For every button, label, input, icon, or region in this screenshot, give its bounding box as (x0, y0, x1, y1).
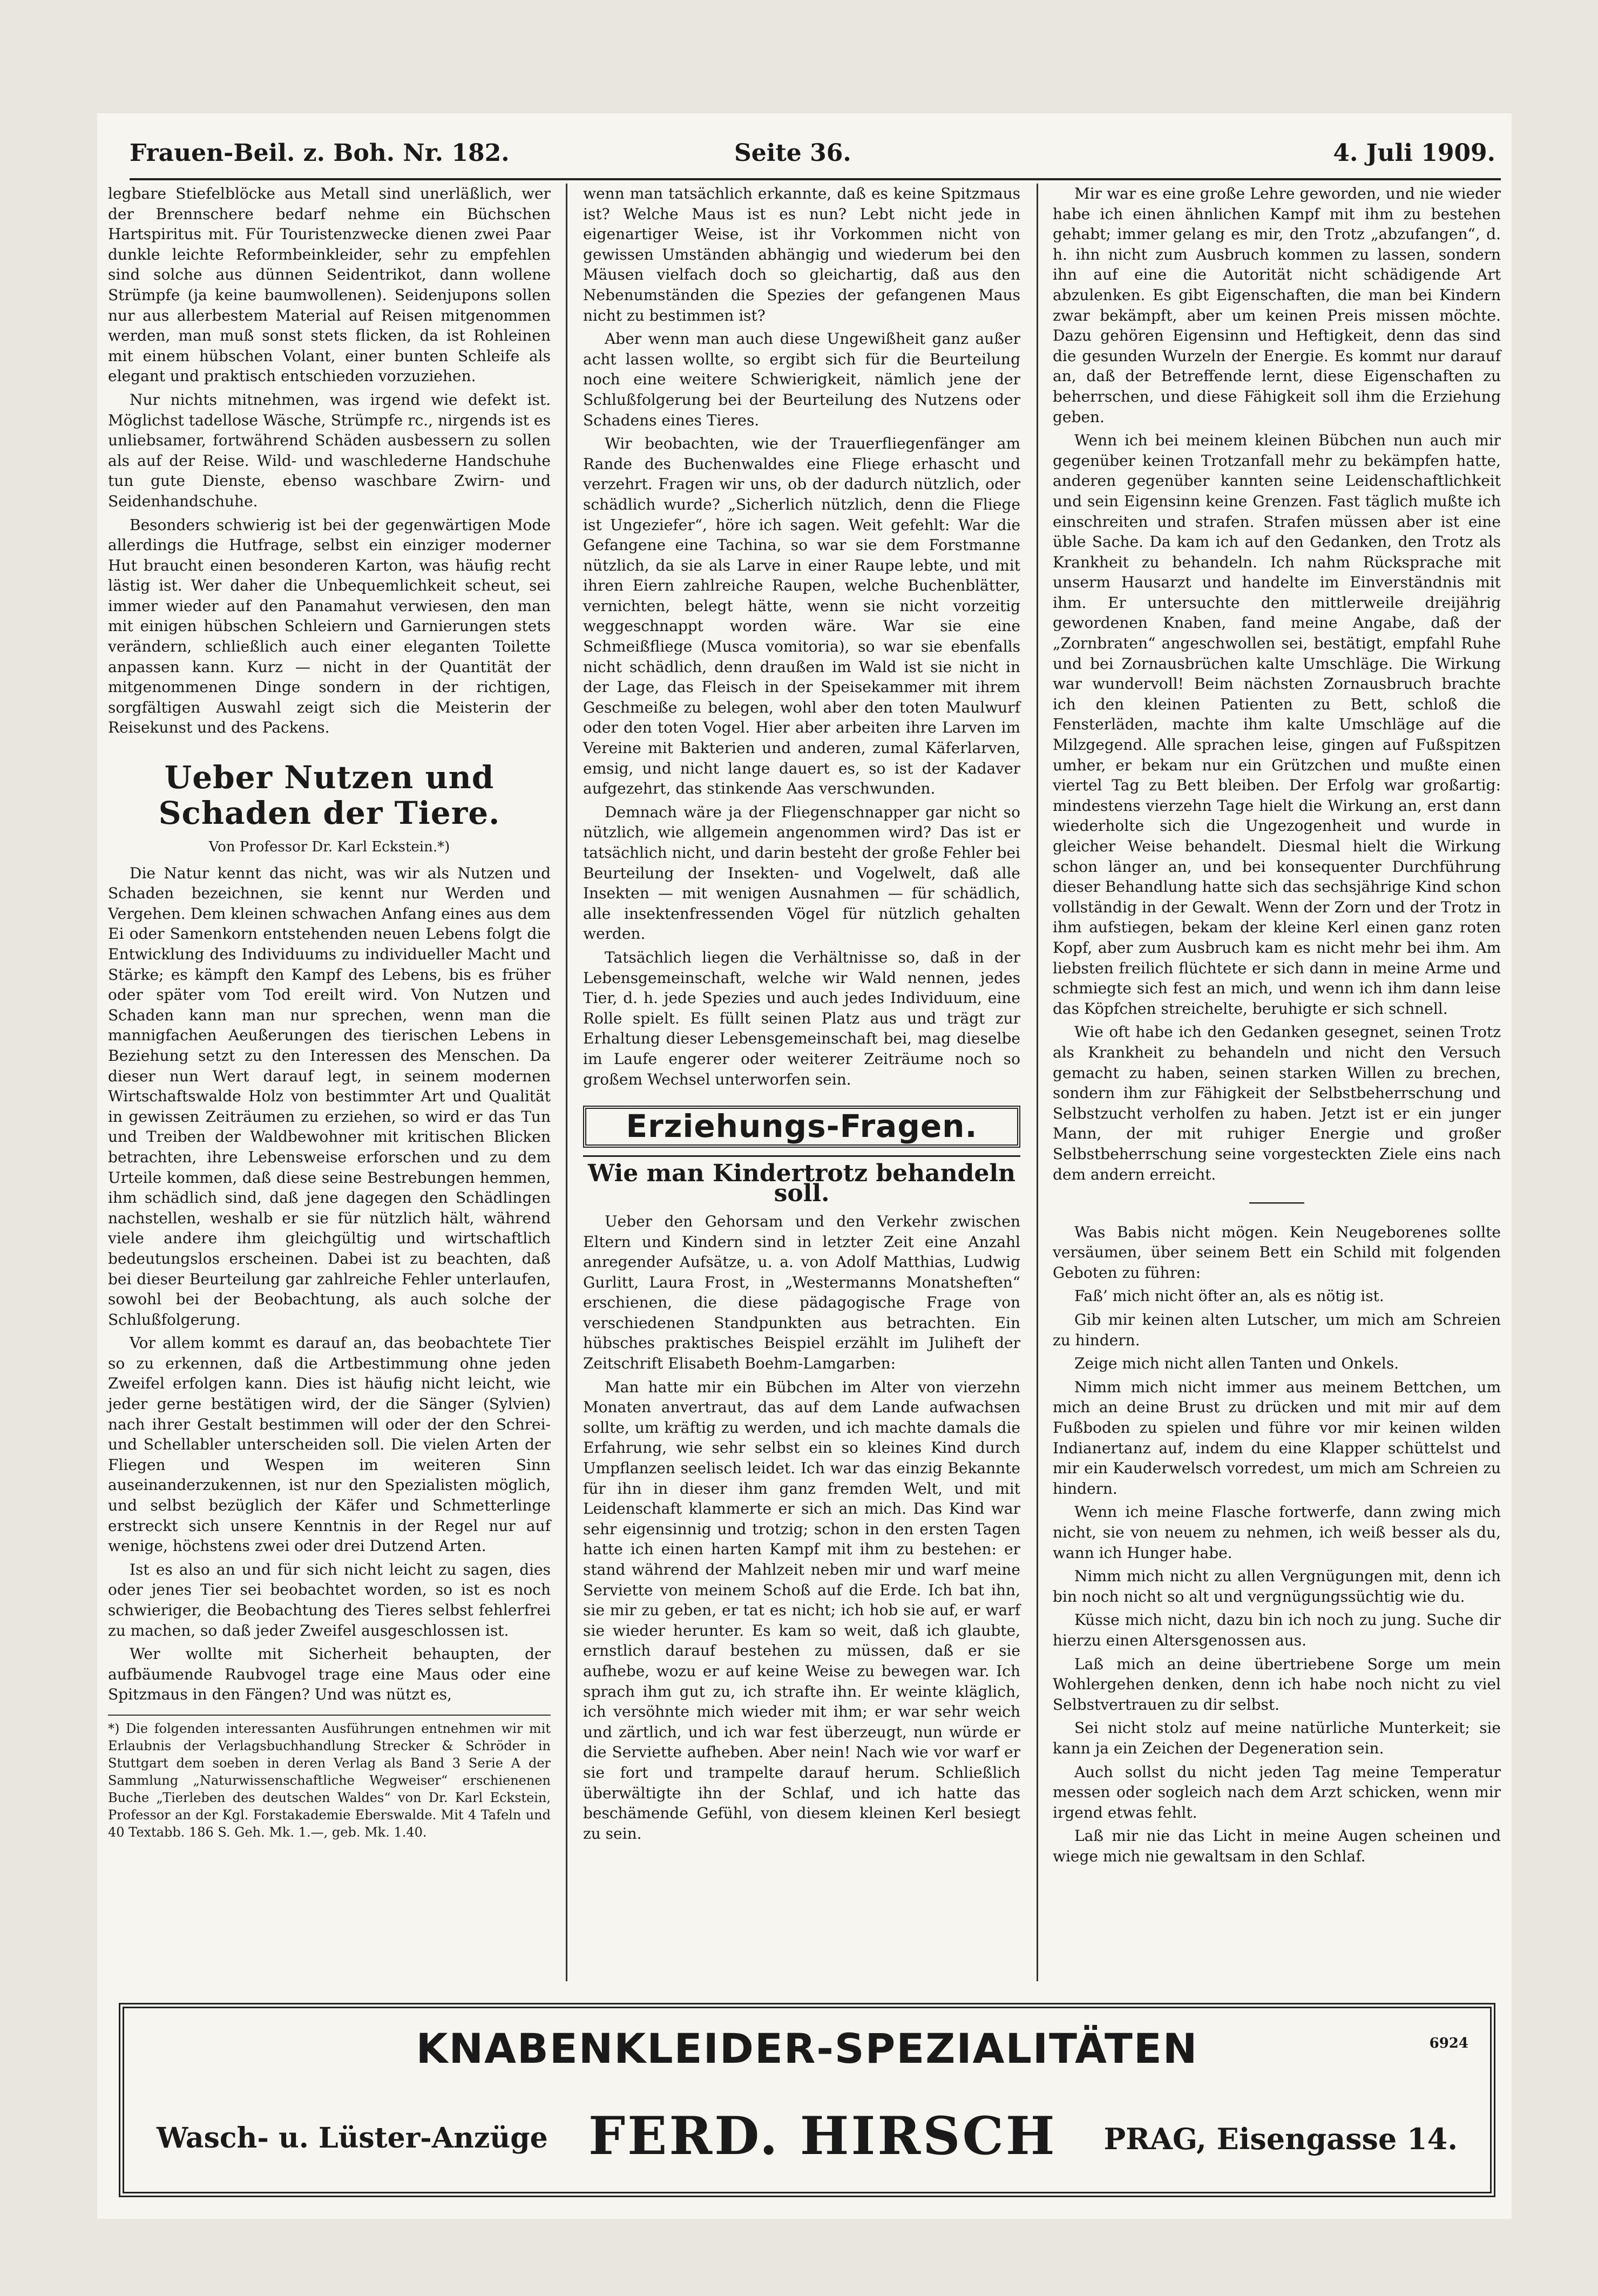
ad-company-name: FERD. HIRSCH (588, 2105, 1057, 2166)
paragraph: Küsse mich nicht, dazu bin ich noch zu jung. Suche dir hierzu einen Altersgenossen aus. (1053, 1611, 1501, 1649)
column-1 (108, 184, 551, 1844)
paragraph: Gib mir keinen alten Lutscher, um mich am Schreien zu hindern. (1053, 1311, 1501, 1349)
paragraph: Was Babis nicht mögen. Kein Neugeborenes sollte versäumen, über seinem Bett ein Schild mit folgenden Geboten zu führen: (1053, 1223, 1501, 1282)
header-page-number: Seite 36. (734, 139, 851, 167)
paragraph: Laß mich an deine übertriebene Sorge um mein Wohlergehen denken, denn ich habe noch nicht zu viel Selbstvertrauen zu dir selbst. (1053, 1655, 1501, 1713)
article-subtitle: Wie man Kindertrotz behandeln soll. (583, 1155, 1020, 1204)
paragraph: Wie oft habe ich den Gedanken gesegnet, seinen Trotz als Krankheit zu behandeln und nicht den Versuch gemacht zu haben, seinen starken Willen zu brechen, sondern ihm zur Fähigkeit der Selbstbeherrschung und Selbstzucht verholfen zu haben. Jetzt ist er ein junger Mann, der mit ruhiger Energie und großer Selbstbeherrschung seine vorgesteckten Ziele eins nach dem andern erreicht. (1053, 1023, 1501, 1183)
column-3 (1053, 184, 1501, 1870)
paragraph: Man hatte mir ein Bübchen im Alter von vierzehn Monaten anvertraut, das auf dem Lande aufwachsen sollte, um kräftig zu werden, und ich machte damals die Erfahrung, wie sehr selbst ein so kleines Kind durch Umpflanzen seelisch leidet. Ich war das einzig Bekannte für ihn in dieser ihm ganz fremden Welt, und mit Leidenschaft klammerte er sich an mich. Das Kind war sehr eigensinnig und trotzig; schon in den ersten Tagen hatte ich einen harten Kampf mit ihm zu bestehen: er stand während der Mahlzeit neben mir und warf meine Serviette von meinem Schoß auf die Erde. Ich bat ihn, sie mir zu geben, er tat es nicht; ich hob sie auf, er warf sie wieder herunter. Es kam so weit, daß ich glaubte, ernstlich darauf bestehen zu müssen, daß er sie aufhebe, wozu er auf keine Weise zu bewegen war. Ich sprach ihm gut zu, ich strafte ihn. Er weinte kläglich, ich versöhnte mich wieder mit ihm; er war sehr weich und zärtlich, und ich war fest überzeugt, nun würde er die Serviette aufheben. Aber nein! Nach wie vor warf er sie fort und trampelte darauf herum. Schließlich überwältigte ihn der Schlaf, und ich hatte das beschämende Gefühl, von diesem kleinen Kerl besiegt zu sein. (583, 1378, 1020, 1843)
article-title: Ueber Nutzen und Schaden der Tiere. (158, 759, 500, 832)
section-divider: ────── (1249, 1194, 1304, 1213)
paragraph: Vor allem kommt es darauf an, das beobachtete Tier so zu erkennen, daß die Artbestimmung ohne jeden Zweifel erfolgen kann. Dies ist häufig nicht leicht, wie jeder gerne bestätigen wird, der die Sänger (Sylvien) nach ihrer Gestalt bestimmen will oder der den Schrei- und Schellabler unterscheiden soll. Die vielen Arten der Fliegen und Wespen im weiteren Sinn auseinanderzukennen, ist nur den Spezialisten möglich, und selbst bezüglich der Käfer und Schmetterlinge erstreckt sich unsere Kenntnis in der Regel nur auf wenige, höchstens zwei oder drei Dutzend Arten. (108, 1334, 551, 1555)
paragraph: Ueber den Gehorsam und den Verkehr zwischen Eltern und Kindern sind in letzter Zeit eine Anzahl anregender Aufsätze, u. a. von Adolf Matthias, Ludwig Gurlitt, Laura Frost, in „Westermanns Monatsheften“ erschienen, die diese pädagogische Frage von verschiedenen Standpunkten aus betrachten. Ein hübsches praktisches Beispiel erzählt im Juliheft der Zeitschrift Elisabeth Boehm-Lamgarben: (583, 1212, 1020, 1373)
paragraph: Tatsächlich liegen die Verhältnisse so, daß in der Lebensgemeinschaft, welche wir Wald nennen, jedes Tier, d. h. jede Spezies und auch jedes Individuum, eine Rolle spielt. Es füllt seinen Platz aus und trägt zur Erhaltung dieser Lebensgemeinschaft bei, mag dieselbe im Laufe engerer oder weiterer Zeiträume noch so großem Wechsel unterworfen sein. (583, 948, 1020, 1088)
paragraph: Wenn ich meine Flasche fortwerfe, dann zwing mich nicht, sie von neuem zu nehmen, ich weiß besser als du, wann ich Hunger habe. (1053, 1503, 1501, 1562)
paragraph: Nimm mich nicht immer aus meinem Bettchen, um mich an deine Brust zu drücken und mit mir auf dem Fußboden zu spielen und führe vor mir keinen wilden Indianertanz auf, indem du eine Klapper schüttelst und mir ein Kauderwelsch vorredest, um mich am Schreien zu hindern. (1053, 1378, 1501, 1498)
newspaper-page (97, 113, 1512, 2219)
ad-left-text: Wasch- u. Lüster-Anzüge (157, 2122, 548, 2155)
paragraph: Nimm mich nicht zu allen Vergnügungen mit, denn ich bin noch nicht so alt und vergnügungssüchtig wie du. (1053, 1567, 1501, 1606)
paragraph: Laß mir nie das Licht in meine Augen scheinen und wiege mich nie gewaltsam in den Schlaf. (1053, 1827, 1501, 1865)
paragraph: Auch sollst du nicht jeden Tag meine Temperatur messen oder sogleich nach dem Arzt schicken, wenn mir irgend etwas fehlt. (1053, 1763, 1501, 1821)
header-date: 4. Juli 1909. (1333, 139, 1495, 167)
paragraph: Faß’ mich nicht öfter an, als es nötig ist. (1074, 1287, 1384, 1305)
paragraph: Nur nichts mitnehmen, was irgend wie defekt ist. Möglichst tadellose Wäsche, Strümpfe rc., nirgends ist es unliebsamer, fortwährend Schäden ausbessern zu sollen als auf der Reise. Wild- und waschlederne Handschuhe tun gute Dienste, ebenso waschbare Zwirn- und Seidenhandschuhe. (108, 390, 551, 510)
column-rule-2 (1037, 184, 1038, 1981)
footnote-text: *) Die folgenden interessanten Ausführungen entnehmen wir mit Erlaubnis der Verlagsbuchhandlung Strecker & Schröder in Stuttgart dem soeben in deren Verlag als Band 3 Serie A der Sammlung „Naturwissenschaftliche Wegweiser“ erschienenen Buche „Tierleben des deutschen Waldes“ von Dr. Karl Eckstein, Professor an der Kgl. Forstakademie Eberswalde. Mit 4 Tafeln und 40 Textabb. 186 S. Geh. Mk. 1.—, geb. Mk. 1.40. (108, 1721, 551, 1840)
advertisement (119, 2003, 1495, 2197)
paragraph: Mir war es eine große Lehre geworden, und nie wieder habe ich einen ähnlichen Kampf mit ihm zu bestehen gehabt; immer gelang es mir, den Trotz „abzufangen“, d. h. ihn nicht zum Ausbruch kommen zu lassen, sondern ihn auf eine die Autorität nicht schädigende Art abzulenken. Es gibt Eigenschaften, die man bei Kindern zwar bekämpft, aber um keinen Preis missen möchte. Dazu gehören Eigensinn und Heftigkeit, denn das sind die gesunden Wurzeln der Energie. Es kommt nur darauf an, daß der Betreffende lernt, diese Eigenschaften zu beherrschen, und diese Fähigkeit soll ihm die Erziehung geben. (1053, 185, 1501, 426)
page-header (130, 130, 1501, 180)
paragraph: Ist es also an und für sich nicht leicht zu sagen, dies oder jenes Tier sei beobachtet worden, so ist es noch schwieriger, die Beobachtung des Tieres selbst fehlerfrei zu machen, so daß jeder Zweifel ausgeschlossen ist. (108, 1560, 551, 1640)
header-publication: Frauen-Beil. z. Boh. Nr. 182. (130, 139, 510, 167)
paragraph: Besonders schwierig ist bei der gegenwärtigen Mode allerdings die Hutfrage, selbst ein einziger moderner Hut braucht einen besonderen Karton, was häufig recht lästig ist. Wer daher die Unbequemlichkeit scheut, sei immer wieder auf den Panamahut verwiesen, den man mit einigen hübschen Schleiern und Garnierungen stets verändern, schließlich auch einer eleganten Toilette anpassen kann. Kurz — nicht in der Quantität der mitgenommenen Dinge sondern in der richtigen, sorgfältigen Auswahl zeigt sich die Meisterin der Reisekunst und des Packens. (108, 516, 551, 737)
paragraph: Aber wenn man auch diese Ungewißheit ganz außer acht lassen wollte, so ergibt sich für die Beurteilung noch eine weitere Schwierigkeit, nämlich jene der Schlußfolgerung bei der Beurteilung des Nutzens oder Schadens eines Tieres. (583, 330, 1020, 429)
paragraph: Wenn ich bei meinem kleinen Bübchen nun auch mir gegenüber keinen Trotzanfall mehr zu bekämpfen hatte, anderen gegenüber kannten seine Leidenschaftlichkeit und sein Eigensinn keine Grenzen. Fast täglich mußte ich einschreiten und strafen. Strafen müssen aber ist eine üble Sache. Da kam ich auf den Gedanken, den Trotz als Krankheit zu behandeln. Ich nahm Rücksprache mit unserm Hausarzt und handelte im Einverständnis mit ihm. Er untersuchte den mittlerweile dreijährig gewordenen Knaben, fand meine Angabe, daß der „Zornbraten“ angeschwollen sei, bestätigt, empfahl Ruhe und bei Zornausbrüchen kalte Umschläge. Die Wirkung war wundervoll! Beim nächsten Zornausbruch brachte ich den kleinen Patienten zu Bett, schloß die Fensterläden, machte ihm kalte Umschläge auf die Milzgegend. Alle sprachen leise, gingen auf Fußspitzen umher, er bekam nur ein Grützchen und mußte einen viertel Tag zu Bett bleiben. Der Erfolg war großartig: mindestens vierzehn Tage hielt die Wirkung an, erst dann wiederholte sich die Ungezogenheit und wurde in gleicher Weise behandelt. Diesmal hielt die Wirkung schon länger an, und bei konsequenter Durchführung dieser Behandlung hatte sich das sechsjährige Kind schon vollständig in der Gewalt. Wenn der Zorn und der Trotz in ihm aufstiegen, bekam der kleine Kerl einen ganz roten Kopf, aber zum Ausbruch kam es nicht mehr bei ihm. Am liebsten freilich flüchtete er sich dann in meine Arme und schmiegte sich fest an mich, und wenn ich ihm dann leise das Köpfchen streichelte, beruhigte er sich schnell. (1053, 431, 1501, 1018)
article-byline: Von Professor Dr. Karl Eckstein.*) (208, 839, 450, 856)
paragraph: Demnach wäre ja der Fliegenschnapper gar nicht so nützlich, wie allgemein angenommen wird? Das ist er tatsächlich nicht, und darin besteht der große Fehler bei Beurteilung der Insekten- und Vogelwelt, daß alle Insekten — mit wenigen Ausnahmen — für schädlich, alle insektenfressenden Vögel für nützlich gehalten werden. (583, 803, 1020, 943)
column-2 (583, 184, 1020, 1847)
paragraph: Die Natur kennt das nicht, was wir als Nutzen und Schaden bezeichnen, sie kennt nur Werden und Vergehen. Dem kleinen schwachen Anfang eines aus dem Ei oder Samenkorn entstehenden neuen Lebens folgt die Entwicklung des Individuums zu individueller Macht und Stärke; es kämpft den Kampf des Lebens, bis es früher oder später vom Tod ereilt wird. Von Nutzen und Schaden kann man nur sprechen, wenn man die mannigfachen Aeußerungen des tierischen Lebens in Beziehung setzt zu den Interessen des Menschen. Da dieser nun Wert darauf legt, in seinem modernen Wirtschaftswalde Holz von bestimmter Art und Qualität in gewissen Zeiträumen zu erziehen, so wird er das Tun und Treiben der Waldbewohner mit kritischen Blicken betrachten, ihre Lebensweise erforschen und zu dem Urteile kommen, daß diese seine Bestrebungen hemmen, ihm schädlich sind, daß jene dagegen den Schädlingen nachstellen, weshalb er sie für nützlich hält, während viele andere ihm gleichgültig und wirtschaftlich bedeutungslos erscheinen. Dabei ist zu beachten, daß bei dieser Beurteilung gar zahlreiche Fehler unterlaufen, sowohl bei der Beobachtung, als auch solche der Schlußfolgerung. (108, 864, 551, 1329)
paragraph: legbare Stiefelblöcke aus Metall sind unerläßlich, wer der Brennschere bedarf nehme ein Büchschen Hartspiritus mit. Für Touristenzwecke dienen zwei Paar dunkle leichte Reformbeinkleider, sehr zu empfehlen sind solche aus dünnen Seidentrikot, dann wollene Strümpfe (ja keine baumwollenen). Seidenjupons sollen nur aus allerbestem Material auf Reisen mitgenommen werden, man muß sonst stets flicken, da ist Rohleinen mit einem hübschen Volant, einer bunten Schleife als elegant und praktisch entschieden vorzuziehen. (108, 185, 551, 385)
column-rule-1 (566, 184, 567, 1981)
footnote (108, 1715, 551, 1841)
paragraph: wenn man tatsächlich erkannte, daß es keine Spitzmaus ist? Welche Maus ist es nun? Lebt nicht jede in eigenartiger Weise, ist ihr Vorkommen nicht von gewissen Umständen abhängig und wiederum bei den Mäusen vielfach doch so gleichartig, daß aus den Nebenumständen die Spezies der gefangenen Maus nicht zu bestimmen ist? (583, 185, 1020, 324)
paragraph: Wer wollte mit Sicherheit behaupten, der aufbäumende Raubvogel trage eine Maus oder eine Spitzmaus in den Fängen? Und was nützt es, (108, 1645, 551, 1704)
ad-address: PRAG, Eisengasse 14. (1103, 2122, 1458, 2156)
ad-code: 6924 (1429, 2035, 1468, 2051)
paragraph: Wir beobachten, wie der Trauerfliegenfänger am Rande des Buchenwaldes eine Fliege erhascht und verzehrt. Fragen wir uns, ob der dadurch nützlich, oder schädlich wurde? „Sicherlich nützlich, denn die Fliege ist Ungeziefer“, höre ich sagen. Weit gefehlt: War die Gefangene eine Tachina, so war sie dem Forstmanne nützlich, da sie als Larve in einer Raupe lebte, und mit ihren Eiern zahlreiche Raupen, welche Buchenblätter, vernichten, belegt hätte, wenn sie nicht vorzeitig weggeschnappt worden wäre. War sie eine Schmeißfliege (Musca vomitoria), so war sie ebenfalls nicht schädlich, denn draußen im Wald ist sie nicht in der Lage, das Fleisch in der Speisekammer mit ihrem Geschmeiße zu belegen, wohl aber den toten Maulwurf oder den toten Vogel. Hier aber arbeiten ihre Larven im Vereine mit Bakterien und anderen, zumal Käferlarven, emsig, und nicht lange dauert es, so ist der Kadaver aufgezehrt, das stinkende Aas verschwunden. (583, 435, 1020, 798)
paragraph: Sei nicht stolz auf meine natürliche Munterkeit; sie kann ja ein Zeichen der Degeneration sein. (1053, 1719, 1501, 1757)
section-heading-box: Erziehungs-Fragen. (583, 1106, 1020, 1148)
paragraph: Zeige mich nicht allen Tanten und Onkels. (1074, 1354, 1399, 1373)
ad-headline: KNABENKLEIDER-SPEZIALITÄTEN (416, 2024, 1198, 2073)
